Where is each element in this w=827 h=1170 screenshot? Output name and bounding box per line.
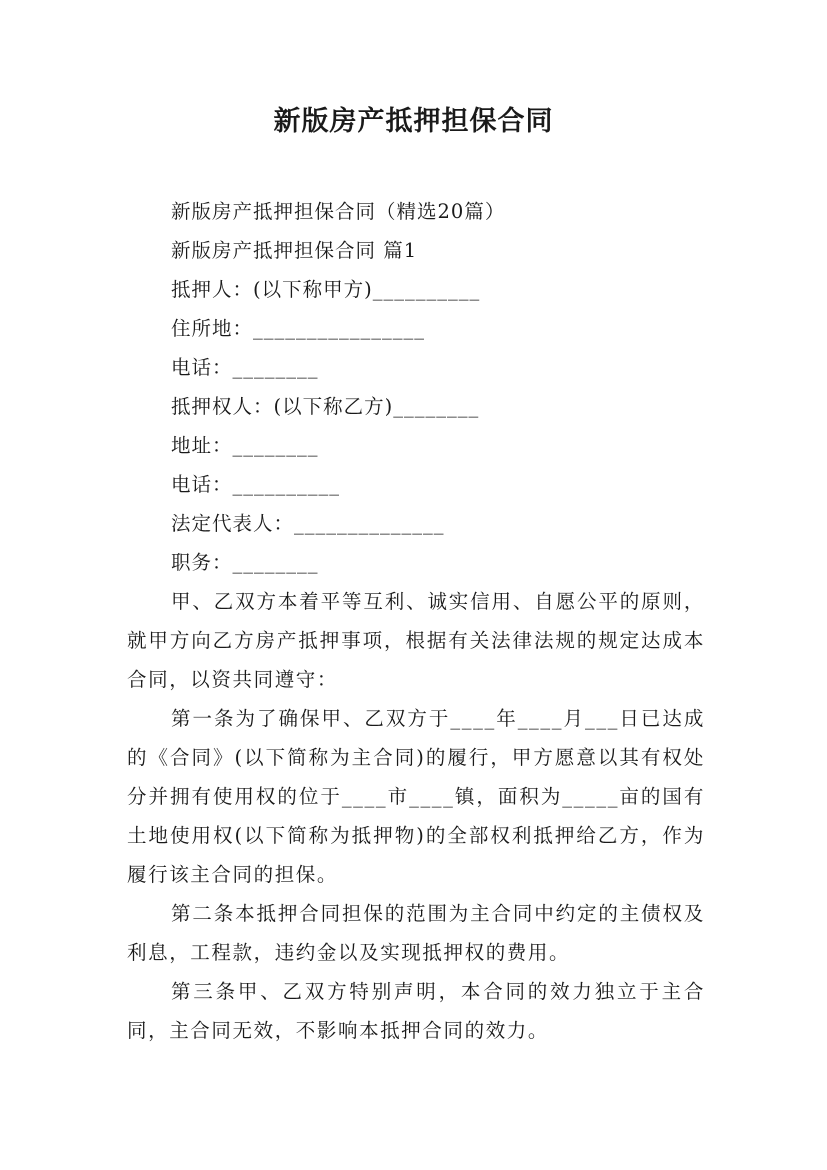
mortgagor-phone-field: 电话：________ (171, 356, 319, 379)
mortgagor-field: 抵押人：(以下称甲方)__________ (171, 278, 481, 301)
subtitle-line: 新版房产抵押担保合同（精选20篇） (171, 200, 506, 223)
legal-representative-field: 法定代表人：______________ (171, 512, 445, 535)
document-body (127, 192, 705, 1050)
residence-field: 住所地：________________ (171, 317, 426, 340)
mortgagee-field: 抵押权人：(以下称乙方)________ (171, 395, 480, 418)
address-field: 地址：________ (171, 434, 319, 457)
article-2-paragraph: 第二条本抵押合同担保的范围为主合同中约定的主债权及利息，工程款，违约金以及实现抵押权的费用。 (127, 902, 705, 964)
document-title: 新版房产抵押担保合同 (273, 106, 554, 137)
position-field: 职务：________ (171, 551, 319, 574)
article-3-paragraph: 第三条甲、乙双方特别声明，本合同的效力独立于主合同，主合同无效，不影响本抵押合同的效力。 (127, 980, 705, 1042)
mortgagee-phone-field: 电话：__________ (171, 473, 341, 496)
preamble-paragraph: 甲、乙双方本着平等互利、诚实信用、自愿公平的原则，就甲方向乙方房产抵押事项，根据有关法律法规的规定达成本合同，以资共同遵守： (127, 590, 705, 691)
section-heading: 新版房产抵押担保合同 篇1 (171, 239, 418, 262)
article-1-paragraph: 第一条为了确保甲、乙双方于____年____月___日已达成的《合同》(以下简称为主合同)的履行，甲方愿意以其有权处分并拥有使用权的位于____市____镇，面积为_____亩的国有土地使用权(以下简称为抵押物)的全部权利抵押给乙方，作为履行该主合同的担保。 (127, 707, 705, 886)
